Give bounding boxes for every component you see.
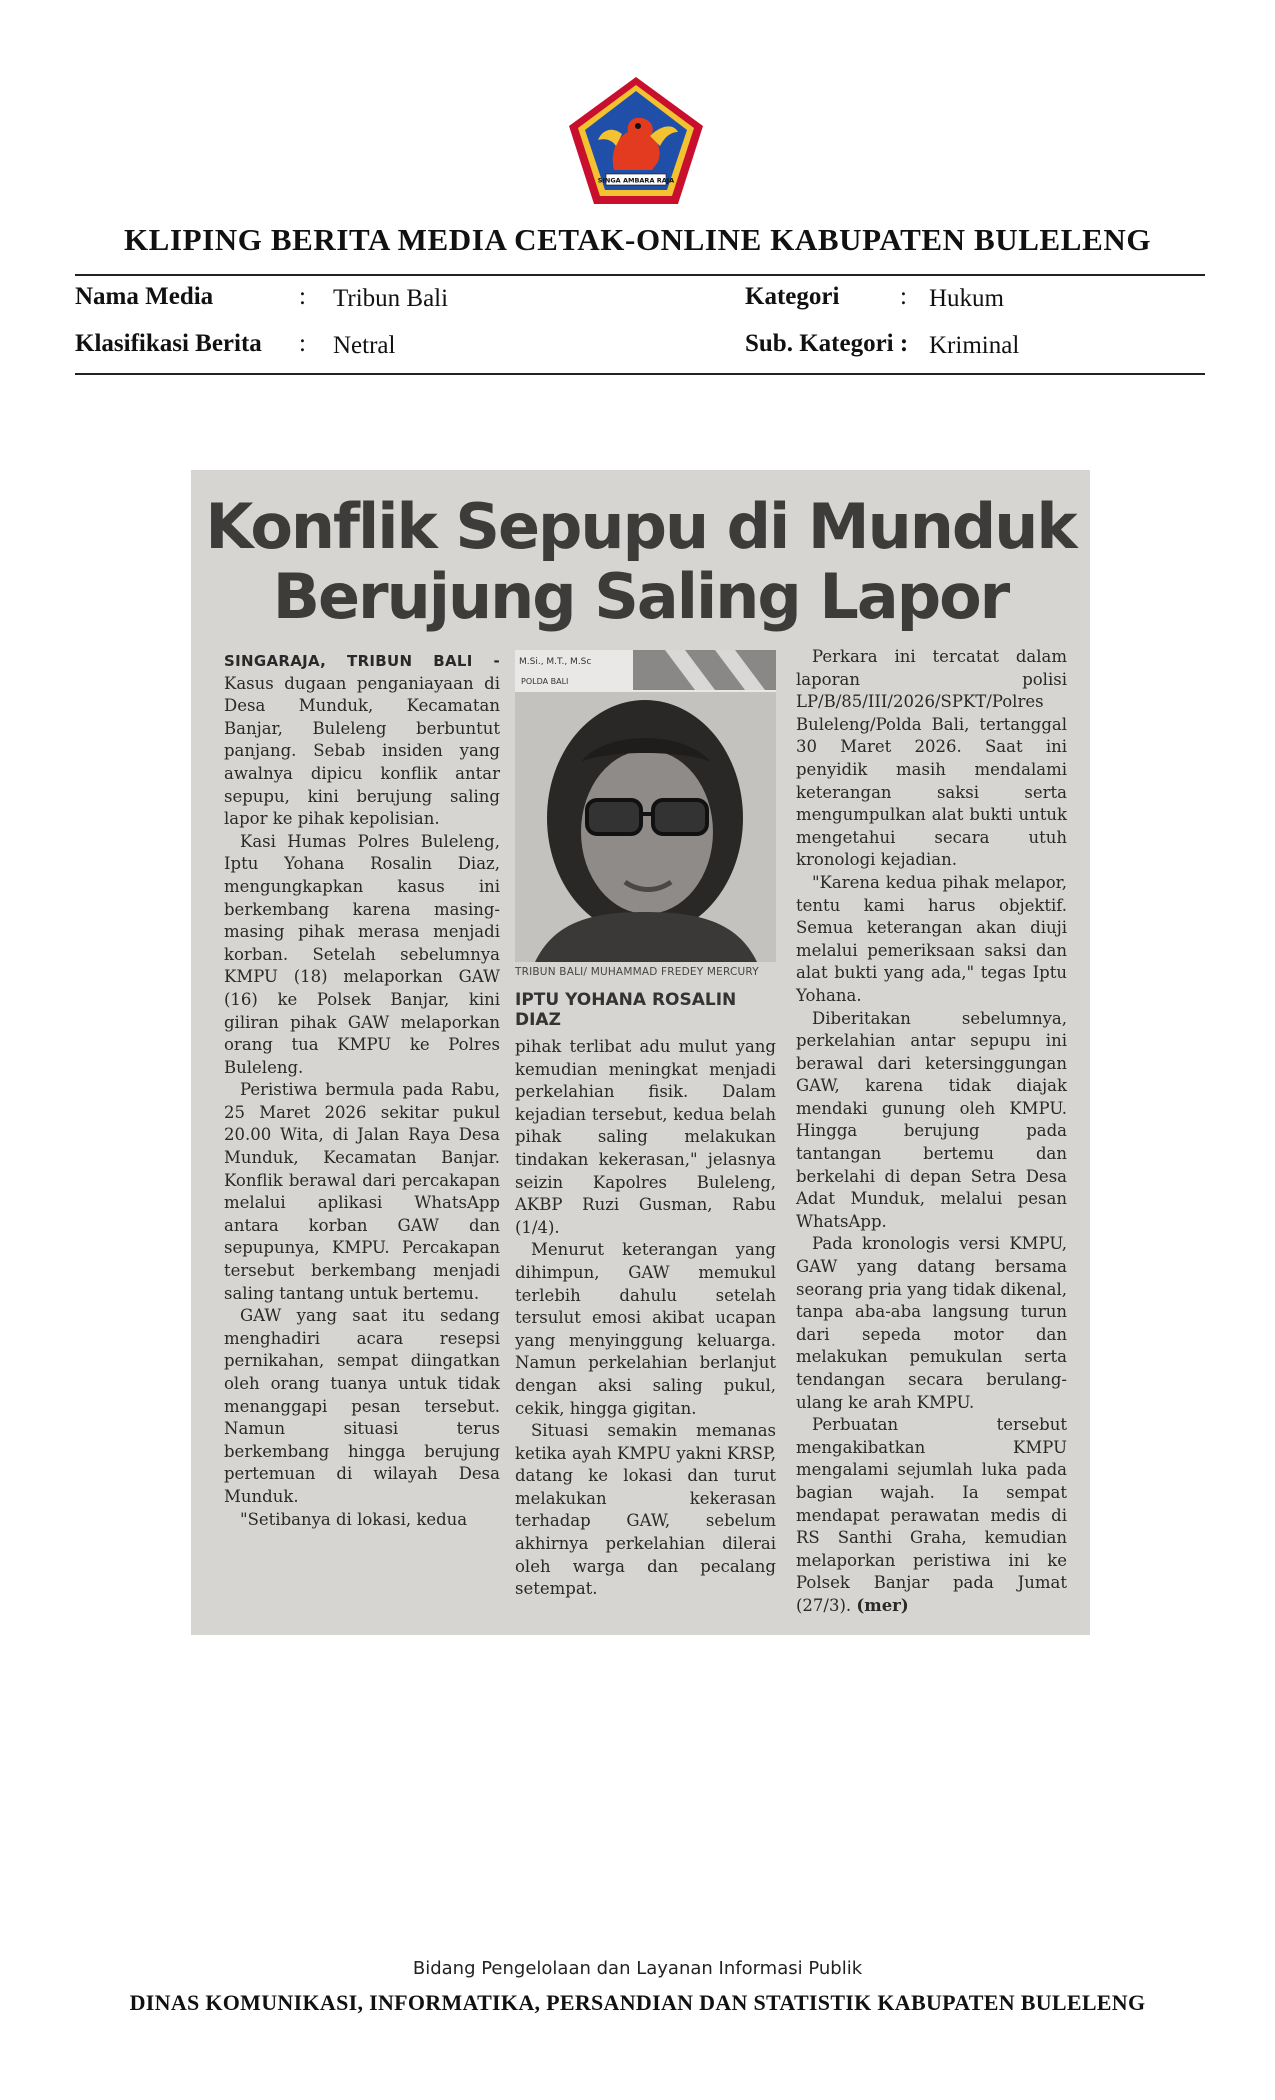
paragraph: "Setibanya di lokasi, kedua xyxy=(240,1509,468,1529)
paragraph: pihak terlibat adu mulut yang kemudian meningkat menjadi perkelahian fisik. Dalam kejadian tersebut, kedua belah pihak saling melakukan tindakan kekerasan," jelasnya seizin Kapolres Buleleng, AKBP Ruzi Gusman, Rabu (1/4). xyxy=(515,1037,776,1237)
kategori-value: Hukum xyxy=(929,285,1004,312)
headline-line-1: Konflik Sepupu di Munduk xyxy=(205,490,1076,563)
klasifikasi-label: Klasifikasi Berita xyxy=(75,330,262,357)
footer-info-label: Bidang Pengelolaan dan Layanan Informasi Publik xyxy=(412,1958,863,1979)
paragraph: "Karena kedua pihak melapor, tentu kami harus objektif. Semua keterangan akan diuji melalui pemeriksaan saksi dan alat bukti yang ada," tegas Iptu Yohana. xyxy=(796,872,1067,1005)
paragraph: Kasi Humas Polres Buleleng, Iptu Yohana Rosalin Diaz, mengungkapkan kasus ini berkembang karena masing-masing pihak merasa menjadi korban. Setelah sebelumnya KMPU (18) melaporkan GAW (16) ke Polsek Banjar, kini giliran pihak GAW melaporkan orang tua KMPU ke Polres Buleleng. xyxy=(224,831,500,1077)
media-label: Nama Media xyxy=(75,283,214,310)
svg-text:SINGA AMBARA RAJA: SINGA AMBARA RAJA xyxy=(597,176,675,185)
paragraph: Diberitakan sebelumnya, perkelahian antar sepupu ini berawal dari ketersinggungan GAW, karena tidak diajak mendaki gunung oleh KMPU. Hingga berujung pada tantangan bertemu dan berkelahi di depan Setra Desa Adat Munduk, melalui pesan WhatsApp. xyxy=(796,1008,1067,1231)
photo-caption: IPTU YOHANA ROSALIN DIAZ xyxy=(515,990,737,1030)
photo-credit: TRIBUN BALI/ MUHAMMAD FREDEY MERCURY xyxy=(515,966,759,978)
headline-line-2: Berujung Saling Lapor xyxy=(272,560,1009,633)
subkategori-value: Kriminal xyxy=(929,332,1020,359)
meta-divider xyxy=(75,373,1205,375)
kategori-label: Kategori xyxy=(745,283,840,310)
kategori-colon: : xyxy=(900,283,907,310)
paragraph: GAW yang saat itu sedang menghadiri acara resepsi pernikahan, sempat diingatkan oleh orang tuanya untuk tidak menanggapi pesan tersebut. Namun situasi terus berkembang hingga berujung pertemuan di wilayah Desa Munduk. xyxy=(224,1306,500,1506)
paragraph: Situasi semakin memanas ketika ayah KMPU yakni KRSP, datang ke lokasi dan turut melakukan kekerasan terhadap GAW, sebelum akhirnya perkelahian dilerai oleh warga dan pecalang setempat. xyxy=(515,1421,776,1599)
paragraph: Peristiwa bermula pada Rabu, 25 Maret 2026 sekitar pukul 20.00 Wita, di Jalan Raya Desa Munduk, Kecamatan Banjar. Konflik berawal dari percakapan melalui aplikasi WhatsApp antara korban GAW dan sepupunya, KMPU. Percakapan tersebut berkembang menjadi saling tantang untuk bertemu. xyxy=(224,1080,500,1303)
klasifikasi-value: Netral xyxy=(333,332,396,359)
newspaper-clipping xyxy=(191,470,1090,1635)
media-colon: : xyxy=(299,283,306,310)
paragraph: SINGARAJA, TRIBUN BALI - Kasus dugaan penganiayaan di Desa Munduk, Kecamatan Banjar, Buleleng berbuntut panjang. Sebab insiden yang awalnya dipicu konflik antar sepupu, kini berujung saling lapor ke pihak kepolisian. xyxy=(224,652,500,829)
header-divider xyxy=(75,274,1205,276)
article-column-3 xyxy=(796,646,1067,1618)
footer-department: DINAS KOMUNIKASI, INFORMATIKA, PERSANDIAN DAN STATISTIK KABUPATEN BULELENG xyxy=(129,1990,1146,2015)
paragraph: Perbuatan tersebut mengakibatkan KMPU mengalami sejumlah luka pada bagian wajah. Ia sempat mendapat perawatan medis di RS Santhi Graha, kemudian melaporkan peristiwa ini ke Polsek Banjar pada Jumat (27/3). (mer) xyxy=(796,1415,1067,1615)
news-photo xyxy=(515,650,776,962)
dateline: SINGARAJA, TRIBUN BALI - xyxy=(224,652,500,670)
portrait-photo xyxy=(515,650,776,962)
paragraph: Pada kronologis versi KMPU, GAW yang datang bersama seorang pria yang tidak dikenal, tanpa aba-aba langsung turun dari sepeda motor dan melakukan pemukulan serta tendangan secara berulang-ulang ke arah KMPU. xyxy=(796,1234,1067,1412)
klasifikasi-colon: : xyxy=(299,330,306,357)
svg-text:M.Si., M.T., M.Sc: M.Si., M.T., M.Sc xyxy=(519,657,592,667)
paragraph: Perkara ini tercatat dalam laporan polisi LP/B/85/III/2026/SPKT/Polres Buleleng/Polda Bali, tertanggal 30 Maret 2026. Saat ini penyidik masih mendalami keterangan saksi serta mengumpulkan alat bukti untuk mengetahui secara utuh kronologi kejadian. xyxy=(796,647,1067,870)
svg-text:POLDA BALI: POLDA BALI xyxy=(521,677,569,686)
lion-crest-icon xyxy=(566,74,706,208)
subkategori-label: Sub. Kategori : xyxy=(745,330,909,357)
paragraph: Menurut keterangan yang dihimpun, GAW memukul terlebih dahulu setelah tersulut emosi akibat ucapan yang menyinggung keluarga. Namun perkelahian berlanjut dengan aksi saling pukul, cekik, hingga gigitan. xyxy=(515,1240,776,1418)
article-column-2 xyxy=(515,1036,776,1601)
kliping-title: KLIPING BERITA MEDIA CETAK-ONLINE KABUPATEN BULELENG xyxy=(123,222,1152,257)
media-value: Tribun Bali xyxy=(333,285,449,312)
kabupaten-buleleng-logo xyxy=(566,74,706,208)
author-signoff: (mer) xyxy=(856,1595,909,1615)
article-column-1 xyxy=(224,650,500,1531)
